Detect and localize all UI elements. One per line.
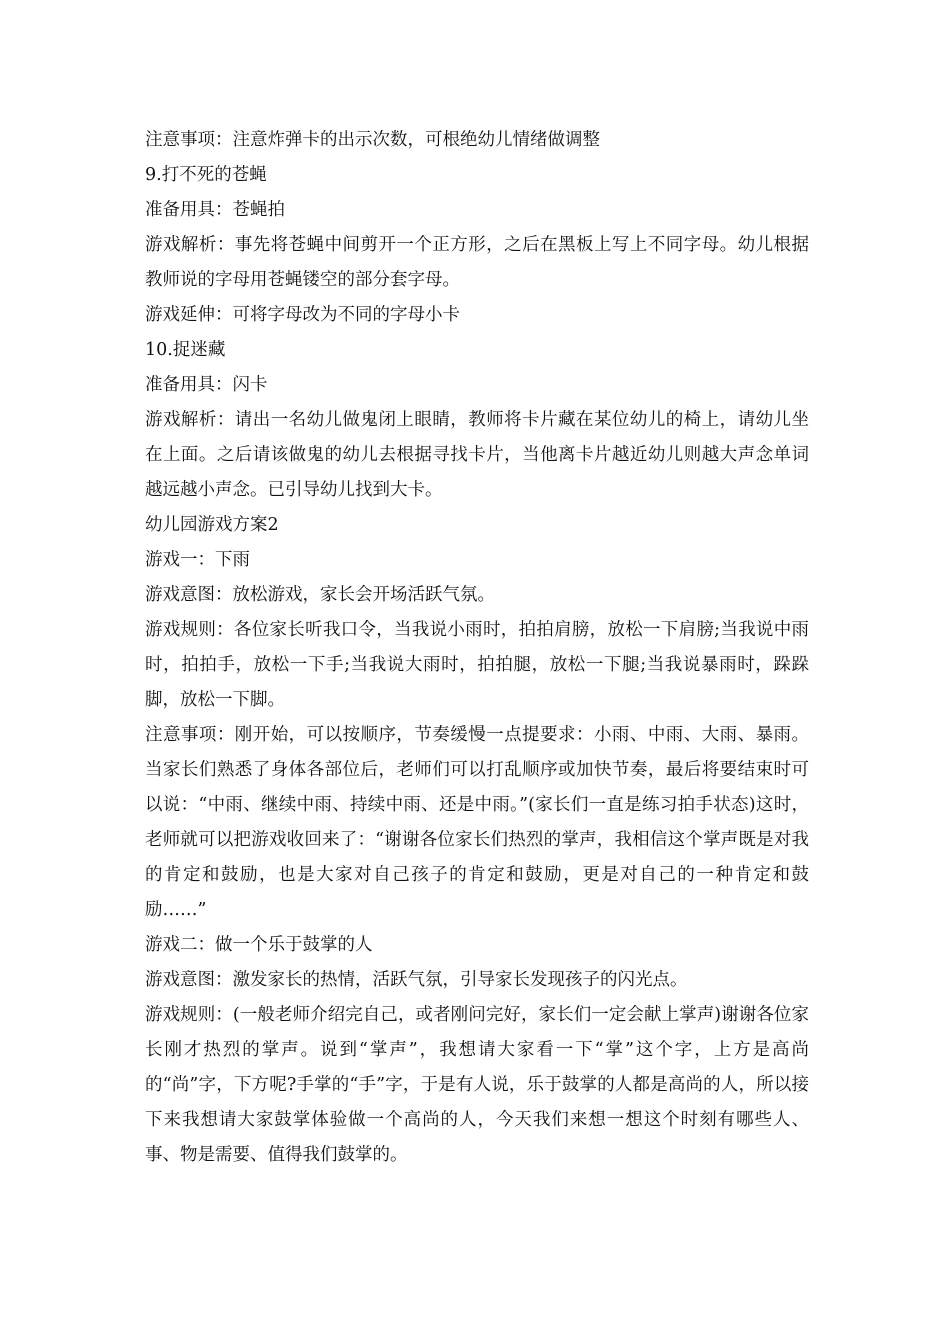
paragraph-game-9-analysis: 游戏解析：事先将苍蝇中间剪开一个正方形，之后在黑板上写上不同字母。幼儿根据教师说的字母用苍蝇镂空的部分套字母。 [145, 235, 809, 290]
paragraph-game-two-intent: 游戏意图：激发家长的热情，活跃气氛，引导家长发现孩子的闪光点。 [145, 970, 688, 990]
heading-game-two: 游戏二：做一个乐于鼓掌的人 [145, 935, 373, 955]
document-body [145, 123, 809, 1173]
paragraph-game-one-rules: 游戏规则：各位家长听我口令，当我说小雨时，拍拍肩膀，放松一下肩膀;当我说中雨时，拍拍手，放松一下手;当我说大雨时，拍拍腿，放松一下腿;当我说暴雨时，跺跺脚，放松一下脚。 [145, 620, 809, 710]
heading-game-9: 9.打不死的苍蝇 [145, 165, 267, 185]
paragraph-game-10-analysis: 游戏解析：请出一名幼儿做鬼闭上眼睛，教师将卡片藏在某位幼儿的椅上，请幼儿坐在上面。之后请该做鬼的幼儿去根据寻找卡片，当他离卡片越近幼儿则越大声念单词越远越小声念。已引导幼儿找到大卡。 [145, 410, 809, 500]
paragraph-game-one-intent: 游戏意图：放松游戏，家长会开场活跃气氛。 [145, 585, 495, 605]
paragraph-game-two-rules: 游戏规则：(一般老师介绍完自己，或者刚问完好，家长们一定会献上掌声)谢谢各位家长刚才热烈的掌声。说到“掌声”，我想请大家看一下“掌”这个字，上方是高尚的“尚”字，下方呢?手掌的“手”字，于是有人说，乐于鼓掌的人都是高尚的人，所以接下来我想请大家鼓掌体验做一个高尚的人，今天我们来想一想这个时刻有哪些人、事、物是需要、值得我们鼓掌的。 [145, 1005, 809, 1165]
paragraph-game-10-materials: 准备用具：闪卡 [145, 375, 268, 395]
heading-game-one: 游戏一：下雨 [145, 550, 250, 570]
paragraph-game-one-notes: 注意事项：刚开始，可以按顺序，节奏缓慢一点提要求：小雨、中雨、大雨、暴雨。当家长们熟悉了身体各部位后，老师们可以打乱顺序或加快节奏，最后将要结束时可以说：“中雨、继续中雨、持续中雨、还是中雨。”(家长们一直是练习拍手状态)这时，老师就可以把游戏收回来了：“谢谢各位家长们热烈的掌声，我相信这个掌声既是对我的肯定和鼓励，也是大家对自己孩子的肯定和鼓励，更是对自己的一种肯定和鼓励……” [145, 725, 809, 920]
paragraph-bomb-card-note: 注意事项：注意炸弹卡的出示次数，可根绝幼儿情绪做调整 [145, 130, 600, 150]
heading-plan-2: 幼儿园游戏方案2 [145, 515, 279, 535]
paragraph-game-9-materials: 准备用具：苍蝇拍 [145, 200, 285, 220]
paragraph-game-9-extension: 游戏延伸：可将字母改为不同的字母小卡 [145, 305, 460, 325]
heading-game-10: 10.捉迷藏 [145, 340, 226, 360]
